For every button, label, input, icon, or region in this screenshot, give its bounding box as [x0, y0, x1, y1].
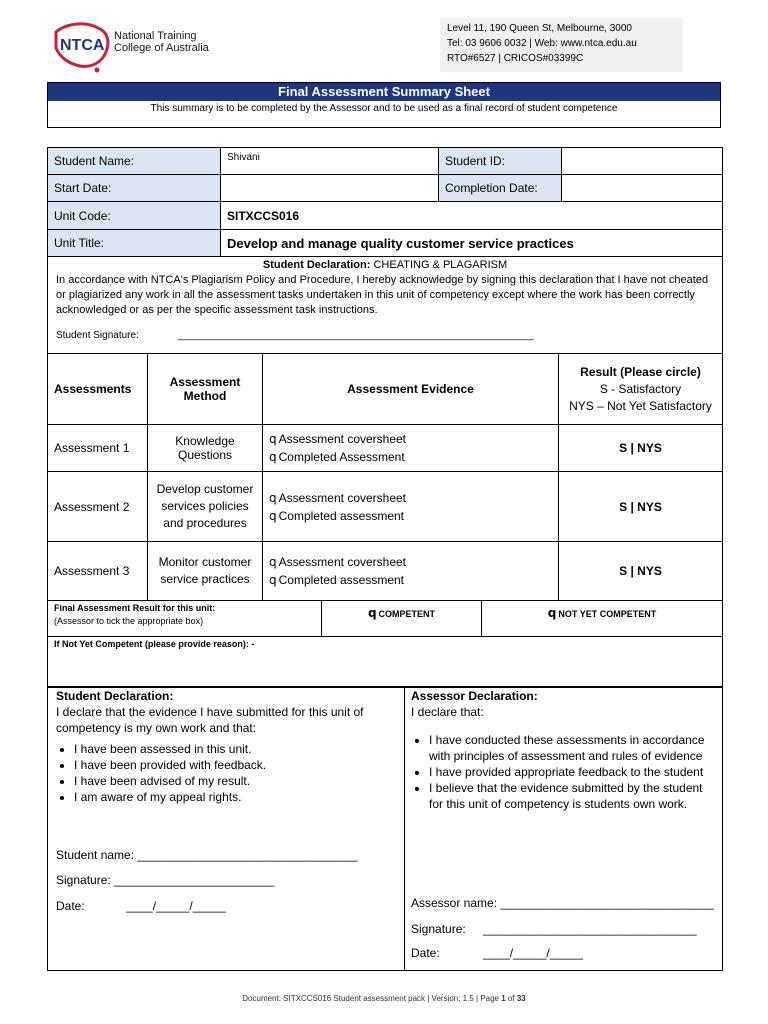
evidence-item[interactable]: q Completed assessment: [269, 508, 405, 523]
competent-label: COMPETENT: [378, 609, 436, 619]
assessment-evidence: [263, 425, 559, 472]
evidence-item[interactable]: q Completed assessment: [269, 573, 405, 587]
unit-title-value: Develop and manage quality customer service practices: [221, 230, 723, 257]
assessor-signature-field[interactable]: ________________________________: [483, 922, 697, 936]
not-competent-label: NOT YET COMPETENT: [558, 609, 657, 619]
evidence-item[interactable]: q Completed Assessment: [269, 450, 405, 464]
col-evidence-header: Assessment Evidence: [263, 354, 559, 425]
plagiarism-heading: [56, 259, 714, 271]
assessment-name: Assessment 2: [48, 472, 148, 542]
checkbox-icon: q: [547, 606, 557, 620]
list-item: • I am aware of my appeal rights.: [74, 789, 396, 805]
table-row: [48, 542, 723, 601]
student-signature-row: [56, 330, 714, 341]
checkbox-icon: q: [367, 606, 377, 620]
student-date-label: Date:: [56, 899, 85, 913]
declarations-table: [47, 686, 723, 971]
evidence-item[interactable]: q Assessment coversheet: [269, 490, 407, 505]
col-result-header: [559, 354, 723, 425]
completion-date-value[interactable]: [562, 175, 723, 202]
student-signature-line[interactable]: ________________________________________________________________: [177, 330, 534, 341]
ntca-logo: [48, 18, 218, 78]
assessment-name: Assessment 3: [48, 542, 148, 601]
student-name-value[interactable]: Shivani: [221, 148, 439, 175]
checkbox-icon: q: [269, 508, 277, 523]
list-item: • I have been provided with feedback.: [74, 757, 396, 773]
assessment-method: Knowledge Questions: [148, 425, 263, 472]
student-signature-label: Student Signature:: [56, 330, 139, 341]
footer-total: 33: [516, 994, 526, 1003]
assessor-declaration-title: Assessor Declaration:: [411, 689, 538, 703]
assessor-declaration-intro: I declare that:: [411, 705, 484, 719]
assessment-result[interactable]: S | NYS: [559, 542, 723, 601]
address-line: Level 11, 190 Queen St, Melbourne, 3000: [447, 23, 632, 34]
student-signature-field[interactable]: Signature: ________________________: [56, 873, 275, 887]
result-header-s: S - Satisfactory: [599, 381, 682, 396]
competent-option[interactable]: [322, 601, 482, 637]
assessment-result[interactable]: S | NYS: [559, 472, 723, 542]
list-item: • I have been assessed in this unit.: [74, 741, 396, 757]
page-title: Final Assessment Summary Sheet: [48, 83, 720, 101]
col-assessments-header: Assessments: [48, 354, 148, 425]
assessment-method: Develop customer services policies and procedures: [148, 472, 263, 542]
checkbox-icon: q: [269, 555, 277, 569]
assessment-table: [47, 353, 723, 601]
start-date-value[interactable]: [221, 175, 439, 202]
table-row: [48, 472, 723, 542]
footer-of: of: [505, 994, 517, 1003]
student-declaration: [48, 687, 405, 971]
evidence-item[interactable]: q Assessment coversheet: [269, 432, 407, 446]
rto-line: RTO#6527 | CRICOS#03399C: [447, 53, 584, 64]
student-date-field[interactable]: ____/_____/_____: [126, 899, 227, 913]
plagiarism-heading-rest: CHEATING & PLAGARISM: [370, 259, 508, 271]
plagiarism-declaration: [48, 257, 723, 354]
assessor-date-label: Date:: [411, 946, 440, 960]
assessor-declaration: [405, 687, 723, 971]
student-declaration-title: Student Declaration:: [56, 689, 174, 703]
checkbox-icon: q: [269, 450, 277, 464]
result-header-title: Result (Please circle): [580, 364, 701, 379]
student-name-label: Student Name:: [48, 148, 221, 175]
student-info-table: [47, 147, 723, 354]
final-result-sublabel: (Assessor to tick the appropriate box): [54, 616, 204, 626]
start-date-label: Start Date:: [48, 175, 221, 202]
student-id-value[interactable]: [562, 148, 723, 175]
contact-line: Tel: 03 9606 0032 | Web: www.ntca.edu.au: [447, 38, 637, 49]
footer-text: Document: SITXCCS016 Student assessment pack | Version: 1.5 | Page: [242, 994, 502, 1003]
plagiarism-heading-bold: Student Declaration:: [262, 259, 371, 271]
result-header-nys: NYS – Not Yet Satisfactory: [569, 398, 712, 413]
list-item: • I have conducted these assessments in accordance with principles of assessment and rules of evidence: [429, 732, 716, 764]
assessor-name-line[interactable]: Assessor name: ________________________________: [411, 896, 714, 910]
logo-line-1: National Training: [114, 30, 197, 42]
assessment-evidence: [263, 472, 559, 542]
student-declaration-list: [56, 741, 396, 805]
assessor-declaration-list: [411, 732, 716, 812]
final-result-label: Final Assessment Result for this unit:: [54, 603, 216, 613]
completion-date-label: Completion Date:: [439, 175, 562, 202]
address-box: [440, 18, 683, 72]
page-subtitle: This summary is to be completed by the Assessor and to be used as a final record of student competence: [150, 103, 618, 114]
assessment-evidence: [263, 542, 559, 601]
final-result-cell: [48, 601, 322, 637]
plagiarism-body: In accordance with NTCA's Plagiarism Policy and Procedure, I hereby acknowledge by signing this declaration that I have not cheated or plagiarized any work in all the assessment tasks undertaken in this unit of competency except where the work has been correctly acknowledged or as per the specific assessment task instructions.: [56, 274, 709, 316]
unit-code-label: Unit Code:: [48, 202, 221, 230]
assessment-method: Monitor customer service practices: [148, 542, 263, 601]
student-id-label: Student ID:: [439, 148, 562, 175]
assessment-name: Assessment 1: [48, 425, 148, 472]
final-result-table: [47, 600, 723, 688]
assessor-signature-label: Signature:: [411, 922, 466, 936]
list-item: • I have been advised of my result.: [74, 773, 396, 789]
table-row: [48, 425, 723, 472]
title-box: [47, 82, 721, 128]
nyc-reason[interactable]: If Not Yet Competent (please provide reason): -: [48, 637, 723, 688]
evidence-item[interactable]: q Assessment coversheet: [269, 555, 407, 569]
page-footer: [0, 994, 768, 1003]
assessment-result[interactable]: S | NYS: [559, 425, 723, 472]
checkbox-icon: q: [269, 573, 277, 587]
not-competent-option[interactable]: [482, 601, 723, 637]
list-item: • I believe that the evidence submitted by the student for this unit of competency is students own work.: [429, 780, 716, 812]
col-method-header: Assessment Method: [148, 354, 263, 425]
logo-abbr: NTCA: [60, 37, 105, 54]
checkbox-icon: q: [269, 432, 277, 446]
student-declaration-intro: I declare that the evidence I have submitted for this unit of competency is my own work and that:: [56, 705, 364, 735]
list-item: • I have provided appropriate feedback to the student: [429, 764, 716, 780]
assessor-date-field[interactable]: ____/_____/_____: [483, 946, 584, 960]
unit-title-label: Unit Title:: [48, 230, 221, 257]
footer-page: 1: [501, 994, 506, 1003]
logo-line-2: College of Australia: [114, 42, 209, 54]
checkbox-icon: q: [269, 490, 277, 505]
student-name-line[interactable]: Student name: _________________________________: [56, 848, 358, 862]
unit-code-value: SITXCCS016: [221, 202, 723, 230]
